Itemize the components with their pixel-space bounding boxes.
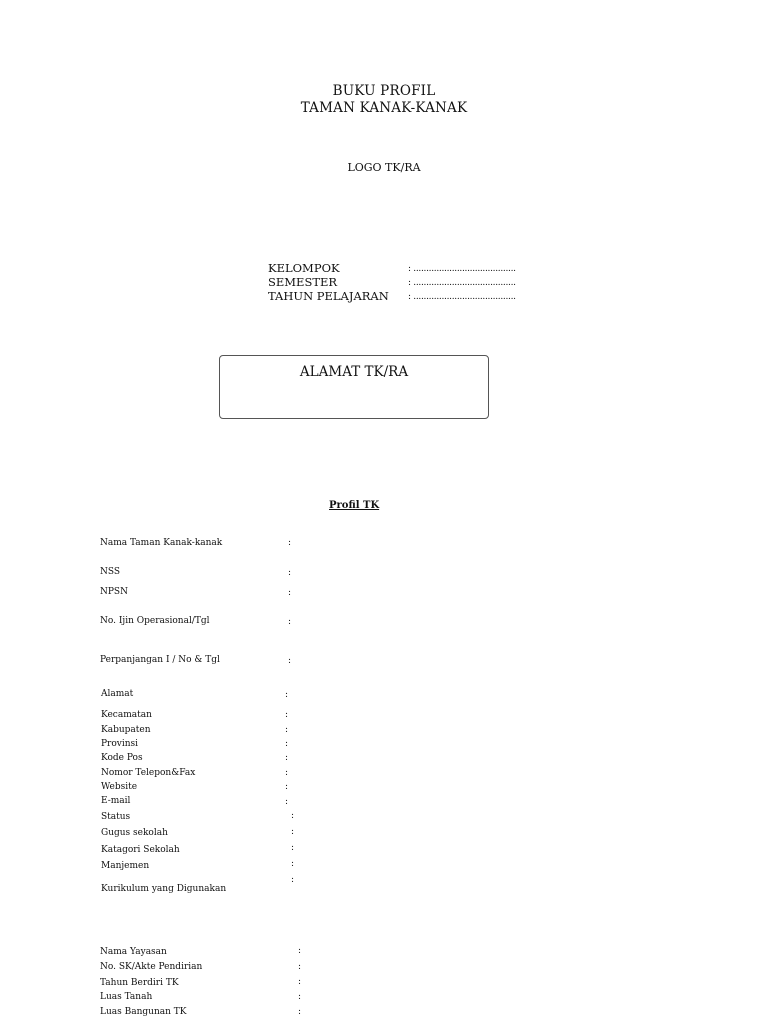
meta-label-semester: SEMESTER xyxy=(268,275,338,289)
field-label-sk-akte: No. SK/Akte Pendirian xyxy=(100,962,203,972)
field-colon: : xyxy=(298,1007,302,1017)
field-colon: : xyxy=(285,753,289,763)
field-colon: : xyxy=(285,782,289,792)
field-label-npsn: NPSN xyxy=(100,587,128,597)
field-label-website: Website xyxy=(101,782,138,792)
field-colon: : xyxy=(298,962,302,972)
field-label-luas-bangunan: Luas Bangunan TK xyxy=(100,1007,187,1017)
field-colon: : xyxy=(285,768,289,778)
field-colon: : xyxy=(298,977,302,987)
field-label-manjemen: Manjemen xyxy=(101,861,150,871)
field-label-perpanjangan: Perpanjangan I / No & Tgl xyxy=(100,655,220,665)
field-label-nama-yayasan: Nama Yayasan xyxy=(100,947,167,957)
field-colon: : xyxy=(288,568,292,578)
document-title-line2: TAMAN KANAK-KANAK xyxy=(300,100,468,116)
meta-value-kelompok: : ........................................ xyxy=(408,264,516,274)
meta-value-tahun-pelajaran: : ........................................ xyxy=(408,292,516,302)
field-colon: : xyxy=(291,827,295,837)
field-colon: : xyxy=(288,656,292,666)
field-label-kurikulum: Kurikulum yang Digunakan xyxy=(101,884,227,894)
field-label-kabupaten: Kabupaten xyxy=(101,725,151,735)
field-colon: : xyxy=(288,538,292,548)
field-colon: : xyxy=(285,797,289,807)
field-label-telepon-fax: Nomor Telepon&Fax xyxy=(101,768,196,778)
field-label-ijin-operasional: No. Ijin Operasional/Tgl xyxy=(100,616,210,626)
field-label-luas-tanah: Luas Tanah xyxy=(100,992,153,1002)
field-label-provinsi: Provinsi xyxy=(101,739,139,749)
field-colon: : xyxy=(291,811,295,821)
field-label-email: E-mail xyxy=(101,796,131,806)
address-box xyxy=(219,355,489,419)
field-colon: : xyxy=(291,875,295,885)
field-colon: : xyxy=(298,946,302,956)
field-colon: : xyxy=(285,739,289,749)
field-label-katagori-sekolah: Katagori Sekolah xyxy=(101,845,180,855)
logo-placeholder: LOGO TK/RA xyxy=(347,161,421,174)
field-colon: : xyxy=(285,710,289,720)
field-colon: : xyxy=(285,725,289,735)
field-colon: : xyxy=(298,992,302,1002)
field-colon: : xyxy=(288,617,292,627)
document-title-line1: BUKU PROFIL xyxy=(332,83,436,99)
field-colon: : xyxy=(291,859,295,869)
field-label-status: Status xyxy=(101,812,131,822)
field-label-nss: NSS xyxy=(100,567,121,577)
field-colon: : xyxy=(285,690,289,700)
field-label-kecamatan: Kecamatan xyxy=(101,710,152,720)
field-label-kode-pos: Kode Pos xyxy=(101,753,143,763)
meta-label-kelompok: KELOMPOK xyxy=(268,261,340,275)
field-label-tahun-berdiri: Tahun Berdiri TK xyxy=(100,978,179,988)
profile-section-title: Profil TK xyxy=(329,500,380,511)
field-label-alamat: Alamat xyxy=(101,689,134,699)
meta-value-semester: : ........................................ xyxy=(408,278,516,288)
field-colon: : xyxy=(291,843,295,853)
field-label-nama-tk: Nama Taman Kanak-kanak xyxy=(100,538,223,548)
field-colon: : xyxy=(288,588,292,598)
field-label-gugus-sekolah: Gugus sekolah xyxy=(101,828,168,838)
address-box-label: ALAMAT TK/RA xyxy=(299,364,409,380)
meta-label-tahun-pelajaran: TAHUN PELAJARAN xyxy=(268,289,389,303)
